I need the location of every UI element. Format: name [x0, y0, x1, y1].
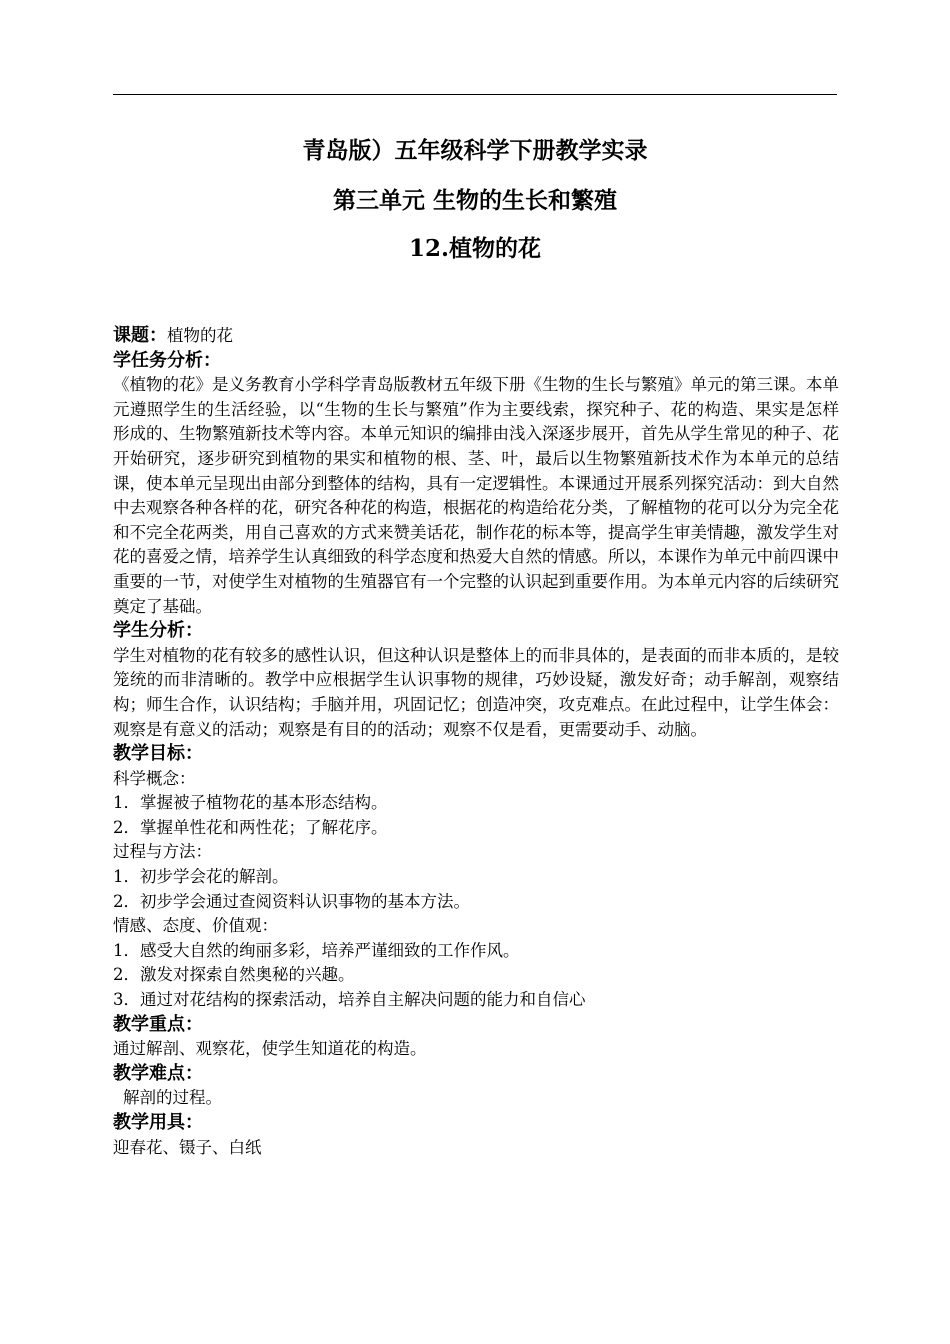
- objectives-attitude-label: 情感、态度、价值观：: [113, 916, 278, 936]
- task-analysis-heading: 学任务分析：: [113, 349, 221, 371]
- objectives-heading: 教学目标：: [113, 743, 203, 765]
- objectives-process-label: 过程与方法：: [113, 842, 212, 862]
- topic-line: [113, 324, 839, 349]
- difficulties-heading: 教学难点：: [113, 1062, 203, 1084]
- document-body: [113, 324, 839, 1160]
- student-analysis-text: 学生对植物的花有较多的感性认识，但这种认识是整体上的而非具体的，是表面的而非本质的，是较笼统的而非清晰的。教学中应根据学生认识事物的规律，巧妙设疑，激发好奇；动手解剖，观察结构；师生合作，认识结构；手脑并用，巩固记忆；创造冲突，攻克难点。在此过程中，让学生体会：观察是有意义的活动；观察是有目的的活动；观察不仅是看，更需要动手、动脑。: [113, 645, 839, 739]
- task-analysis-text: 《植物的花》是义务教育小学科学青岛版教材五年级下册《生物的生长与繁殖》单元的第三课。本单元遵照学生的生活经验，以“生物的生长与繁殖”作为主要线索，探究种子、花的构造、果实是怎样形成的、生物繁殖新技术等内容。本单元知识的编排由浅入深逐步展开，首先从学生常见的种子、花开始研究，逐步研究到植物的果实和植物的根、茎、叶，最后以生物繁殖新技术作为本单元的总结课，使本单元呈现出由部分到整体的结构，具有一定逻辑性。本课通过开展系列探究活动：到大自然中去观察各种各样的花，研究各种花的构造，根据花的构造给花分类，了解植物的花可以分为完全花和不完全花两类，用自己喜欢的方式来赞美话花，制作花的标本等，提高学生审美情趣，激发学生对花的喜爱之情，培养学生认真细致的科学态度和热爱大自然的情感。所以，本课作为单元中前四课中重要的一节，对使学生对植物的生殖器官有一个完整的认识起到重要作用。为本单元内容的后续研究奠定了基础。: [113, 375, 839, 616]
- objective-item: 2．掌握单性花和两性花；了解花序。: [113, 817, 388, 837]
- objective-item: 3．通过对花结构的探索活动，培养自主解决问题的能力和自信心: [113, 990, 586, 1010]
- objective-item: 1．掌握被子植物花的基本形态结构。: [113, 793, 388, 813]
- key-points-text: 通过解剖、观察花，使学生知道花的构造。: [113, 1039, 427, 1059]
- topic-label: 课题：: [113, 325, 167, 346]
- objective-item: 1．初步学会花的解剖。: [113, 867, 289, 887]
- tools-text: 迎春花、镊子、白纸: [113, 1137, 262, 1157]
- objective-item: 2．初步学会通过查阅资料认识事物的基本方法。: [113, 891, 470, 911]
- tools-heading: 教学用具：: [113, 1112, 203, 1133]
- objectives-concept-label: 科学概念：: [113, 768, 196, 788]
- topic-value: 植物的花: [167, 326, 233, 345]
- lesson-title: 12.植物的花: [408, 235, 541, 262]
- objective-item: 2．激发对探索自然奥秘的兴趣。: [113, 965, 355, 985]
- objective-item: 1．感受大自然的绚丽多彩，培养严谨细致的工作作风。: [113, 940, 520, 960]
- unit-title: 第三单元 生物的生长和繁殖: [332, 187, 617, 214]
- key-points-heading: 教学重点：: [113, 1013, 203, 1035]
- header-rule: [113, 94, 837, 95]
- doc-title: 青岛版）五年级科学下册教学实录: [302, 137, 648, 164]
- student-analysis-heading: 学生分析：: [113, 620, 203, 642]
- difficulties-text: 解剖的过程。: [123, 1088, 222, 1108]
